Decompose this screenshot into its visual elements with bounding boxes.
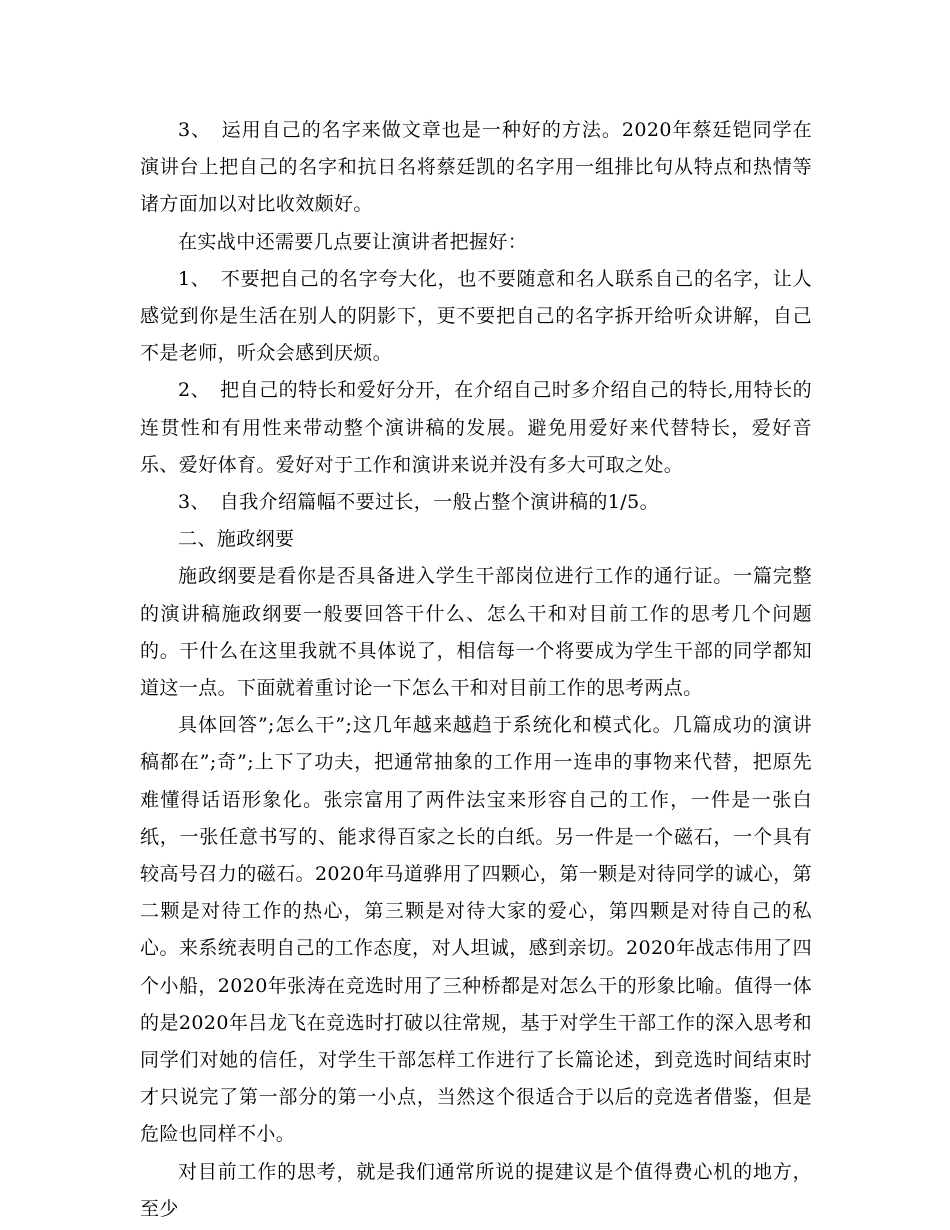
paragraph-point-1: 1、 不要把自己的名字夸大化，也不要随意和名人联系自己的名字，让人感觉到你是生活在别人的阴影下，更不要把自己的名字拆开给听众讲解，自己不是老师，听众会感到厌烦。 [140,267,812,365]
paragraph-name-method: 3、 运用自己的名字来做文章也是一种好的方法。2020年蔡廷铠同学在演讲台上把自己的名字和抗日名将蔡廷凯的名字用一组排比句从特点和热情等诸方面加以对比收效颇好。 [140,119,812,216]
paragraph-point-2: 2、 把自己的特长和爱好分开，在介绍自己时多介绍自己的特长,用特长的连贯性和有用性来带动整个演讲稿的发展。避免用爱好来代替特长，爱好音乐、爱好体育。爱好对于工作和演讲来说并没有多大可取之处。 [140,379,812,476]
paragraph-policy-intro: 施政纲要是看你是否具备进入学生干部岗位进行工作的通行证。一篇完整的演讲稿施政纲要一般要回答干什么、怎么干和对目前工作的思考几个问题的。干什么在这里我就不具体说了，相信每一个将要成为学生干部的同学都知道这一点。下面就着重讨论一下怎么干和对目前工作的思考两点。 [140,565,812,700]
paragraph-point-3: 3、 自我介绍篇幅不要过长，一般占整个演讲稿的1/5。 [178,491,659,514]
document-body [140,112,812,1228]
paragraph-practice-intro: 在实战中还需要几点要让演讲者把握好： [178,230,528,253]
paragraph-current-work: 对目前工作的思考，就是我们通常所说的提建议是个值得费心机的地方，至少 [140,1160,812,1220]
section-heading-policy: 二、施政纲要 [178,528,295,551]
paragraph-how-to-do: 具体回答”;怎么干”;这几年越来越趋于系统化和模式化。几篇成功的演讲稿都在”;奇”;上下了功夫，把通常抽象的工作用一连串的事物来代替，把原先难懂得话语形象化。张宗富用了两件法宝来形容自己的工作，一件是一张白纸，一张任意书写的、能求得百家之长的白纸。另一件是一个磁石，一个具有较高号召力的磁石。2020年马道骅用了四颗心，第一颗是对待同学的诚心，第二颗是对待工作的热心，第三颗是对待大家的爱心，第四颗是对待自己的私心。来系统表明自己的工作态度，对人坦诚，感到亲切。2020年战志伟用了四个小船，2020年张涛在竞选时用了三种桥都是对怎么干的形象比喻。值得一体的是2020年吕龙飞在竞选时打破以往常规，基于对学生干部工作的深入思考和同学们对她的信任，对学生干部怎样工作进行了长篇论述，到竞选时间结束时才只说完了第一部分的第一小点，当然这个很适合于以后的竞选者借鉴，但是危险也同样不小。 [140,714,812,1146]
